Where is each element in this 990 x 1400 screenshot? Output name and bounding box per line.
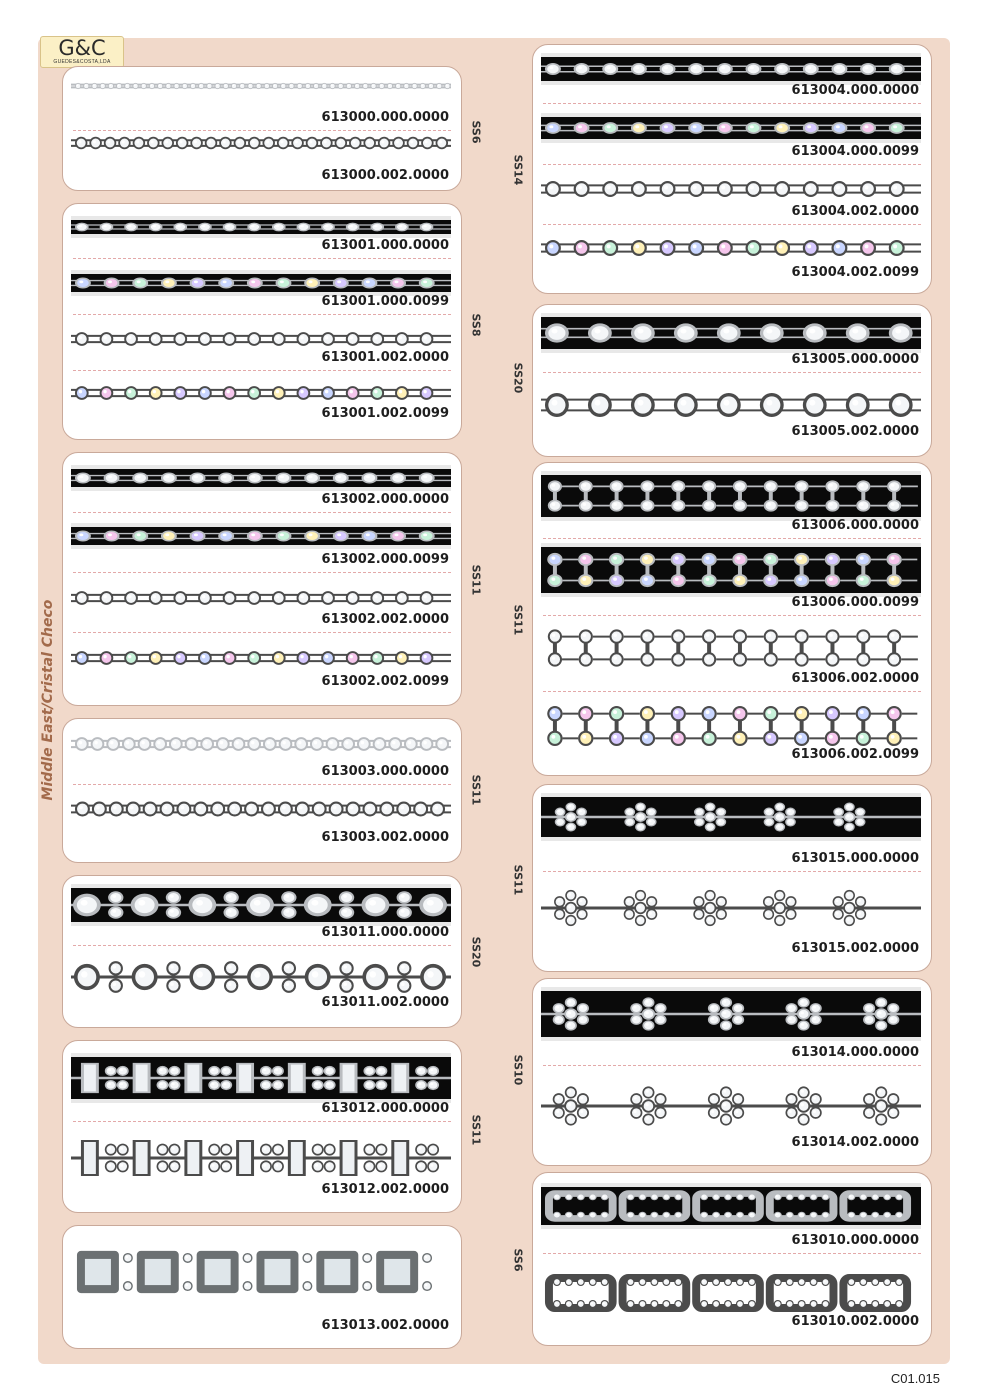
product-code: 613002.000.0099 bbox=[321, 552, 449, 567]
product-row bbox=[541, 53, 921, 98]
logo-mark: G&C bbox=[58, 36, 106, 60]
product-code: 613001.000.0099 bbox=[321, 294, 449, 309]
page-code: C01.015 bbox=[890, 1371, 940, 1386]
stone-size-text: SS11 bbox=[469, 774, 483, 806]
product-row bbox=[71, 216, 451, 253]
product-row bbox=[71, 1133, 451, 1197]
trim-image bbox=[541, 543, 921, 597]
product-row bbox=[541, 113, 921, 159]
product-code: 613001.000.0000 bbox=[321, 238, 449, 253]
trim-image bbox=[71, 884, 451, 926]
stone-size-text: SS14 bbox=[511, 154, 525, 186]
product-code: 613002.002.0099 bbox=[321, 674, 449, 689]
product-code: 613001.002.0099 bbox=[321, 406, 449, 421]
product-group-panel bbox=[532, 978, 932, 1166]
trim-image bbox=[541, 883, 921, 933]
product-group-panel bbox=[62, 203, 462, 440]
trim-image bbox=[541, 1269, 921, 1317]
company-name: GUEDES&COSTA,LDA bbox=[53, 59, 111, 65]
product-code: 613006.002.0000 bbox=[791, 671, 919, 686]
product-code: 613002.000.0000 bbox=[321, 492, 449, 507]
product-group-panel bbox=[532, 1172, 932, 1346]
product-code: 613012.002.0000 bbox=[321, 1182, 449, 1197]
product-row bbox=[71, 797, 451, 845]
product-row bbox=[541, 471, 921, 533]
product-row bbox=[541, 313, 921, 367]
trim-image bbox=[71, 647, 451, 669]
product-group-panel bbox=[532, 44, 932, 294]
product-row bbox=[541, 233, 921, 280]
product-group-panel bbox=[532, 304, 932, 457]
product-group-panel bbox=[62, 718, 462, 863]
trim-image bbox=[541, 699, 921, 753]
collection-title-text: Middle East/Cristal Checo bbox=[40, 599, 56, 801]
product-row bbox=[541, 1183, 921, 1248]
product-code: 613014.000.0000 bbox=[791, 1045, 919, 1060]
product-code: 613015.002.0000 bbox=[791, 941, 919, 956]
product-row bbox=[71, 1053, 451, 1116]
product-row bbox=[541, 793, 921, 866]
product-code: 613014.002.0000 bbox=[791, 1135, 919, 1150]
trim-image bbox=[541, 1079, 921, 1133]
product-row bbox=[71, 328, 451, 365]
stone-size-text: SS6 bbox=[511, 1248, 525, 1272]
product-group-panel bbox=[62, 1040, 462, 1213]
product-row bbox=[71, 523, 451, 567]
trim-image bbox=[541, 175, 921, 203]
product-code: 613012.000.0000 bbox=[321, 1101, 449, 1116]
product-code: 613002.002.0000 bbox=[321, 612, 449, 627]
product-code: 613005.000.0000 bbox=[791, 352, 919, 367]
product-row bbox=[541, 623, 921, 686]
trim-image bbox=[71, 328, 451, 350]
product-row bbox=[541, 883, 921, 956]
trim-image bbox=[71, 1238, 451, 1306]
trim-image bbox=[71, 960, 451, 994]
trim-image bbox=[71, 1133, 451, 1183]
trim-image bbox=[541, 623, 921, 673]
trim-image bbox=[71, 797, 451, 821]
trim-image bbox=[71, 270, 451, 296]
product-code: 613005.002.0000 bbox=[791, 424, 919, 439]
product-group-panel bbox=[532, 784, 932, 972]
stone-size-text: SS11 bbox=[469, 1114, 483, 1146]
product-row bbox=[541, 387, 921, 439]
product-row bbox=[541, 175, 921, 219]
trim-image bbox=[71, 523, 451, 549]
brand-logo bbox=[40, 36, 124, 68]
stone-size-text: SS10 bbox=[511, 1054, 525, 1086]
stone-size-text: SS20 bbox=[511, 362, 525, 394]
trim-image bbox=[541, 53, 921, 85]
product-row bbox=[71, 587, 451, 627]
product-code: 613006.000.0000 bbox=[791, 518, 919, 533]
product-code: 613000.002.0000 bbox=[321, 168, 449, 183]
product-group-panel bbox=[62, 1225, 462, 1349]
product-row bbox=[71, 960, 451, 1010]
product-code: 613004.000.0099 bbox=[791, 144, 919, 159]
product-row bbox=[541, 543, 921, 610]
product-code: 613010.000.0000 bbox=[791, 1233, 919, 1248]
product-row bbox=[71, 133, 451, 183]
trim-image bbox=[541, 387, 921, 423]
trim-image bbox=[71, 1053, 451, 1103]
stone-size-text: SS20 bbox=[469, 936, 483, 968]
trim-image bbox=[541, 471, 921, 521]
product-code: 613011.000.0000 bbox=[321, 925, 449, 940]
trim-image bbox=[541, 793, 921, 841]
product-row bbox=[71, 1238, 451, 1333]
product-row bbox=[71, 884, 451, 940]
product-group-panel bbox=[532, 462, 932, 776]
product-code: 613010.002.0000 bbox=[791, 1314, 919, 1329]
product-code: 613011.002.0000 bbox=[321, 995, 449, 1010]
product-code: 613013.002.0000 bbox=[321, 1318, 449, 1333]
trim-image bbox=[71, 133, 451, 153]
product-code: 613004.002.0000 bbox=[791, 204, 919, 219]
product-code: 613000.000.0000 bbox=[321, 110, 449, 125]
stone-size-text: SS11 bbox=[511, 864, 525, 896]
product-code: 613003.000.0000 bbox=[321, 764, 449, 779]
product-row bbox=[71, 270, 451, 309]
trim-image bbox=[71, 81, 451, 91]
trim-image bbox=[71, 587, 451, 609]
product-code: 613004.000.0000 bbox=[791, 83, 919, 98]
product-row bbox=[541, 987, 921, 1060]
product-row bbox=[71, 382, 451, 421]
product-code: 613006.002.0099 bbox=[791, 747, 919, 762]
product-group-panel bbox=[62, 875, 462, 1028]
trim-image bbox=[541, 987, 921, 1041]
trim-image bbox=[541, 113, 921, 143]
trim-image bbox=[541, 1183, 921, 1229]
product-row bbox=[71, 647, 451, 689]
trim-image bbox=[71, 216, 451, 238]
stone-size-text: SS11 bbox=[469, 564, 483, 596]
product-code: 613015.000.0000 bbox=[791, 851, 919, 866]
product-row bbox=[71, 465, 451, 507]
product-row bbox=[541, 1269, 921, 1329]
product-group-panel bbox=[62, 452, 462, 706]
trim-image bbox=[71, 465, 451, 491]
trim-image bbox=[541, 313, 921, 353]
product-group-panel bbox=[62, 66, 462, 191]
stone-size-text: SS6 bbox=[469, 120, 483, 144]
product-code: 613001.002.0000 bbox=[321, 350, 449, 365]
trim-image bbox=[71, 382, 451, 404]
trim-image bbox=[71, 733, 451, 755]
stone-size-text: SS8 bbox=[469, 313, 483, 337]
trim-image bbox=[541, 233, 921, 263]
product-code: 613004.002.0099 bbox=[791, 265, 919, 280]
product-row bbox=[71, 81, 451, 125]
product-row bbox=[541, 699, 921, 762]
product-row bbox=[71, 733, 451, 779]
product-code: 613006.000.0099 bbox=[791, 595, 919, 610]
stone-size-text: SS11 bbox=[511, 604, 525, 636]
product-row bbox=[541, 1079, 921, 1150]
product-code: 613003.002.0000 bbox=[321, 830, 449, 845]
